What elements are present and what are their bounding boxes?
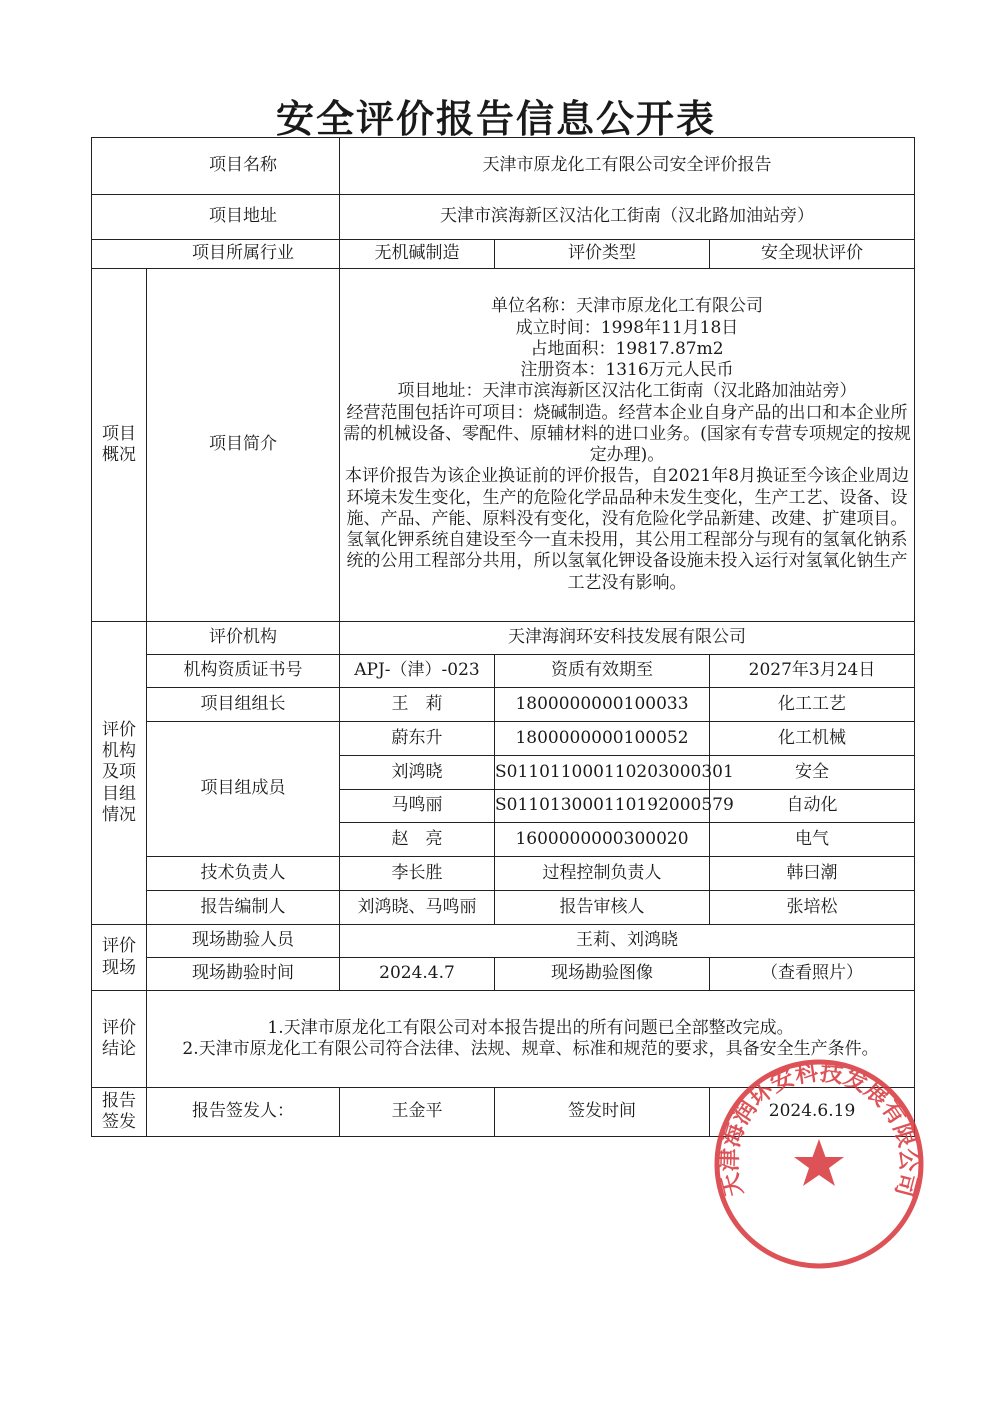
table-row <box>92 722 915 756</box>
site-people-label: 现场勘验人员 <box>147 925 340 958</box>
tech-lead-label: 技术负责人 <box>147 857 340 891</box>
agency-valid-value: 2027年3月24日 <box>710 655 915 688</box>
row-site-people <box>92 925 915 958</box>
row-report-author <box>92 891 915 925</box>
project-intro-label: 项目简介 <box>147 269 340 622</box>
page-title: 安全评价报告信息公开表 <box>275 97 716 141</box>
agency-org-label: 评价机构 <box>147 622 340 655</box>
site-image-label: 现场勘验图像 <box>495 958 710 991</box>
member-cert: 1800000000100052 <box>495 722 710 756</box>
process-lead-label: 过程控制负责人 <box>495 857 710 891</box>
tech-lead-value: 李长胜 <box>340 857 495 891</box>
conclusion-item: 1.天津市原龙化工有限公司对本报告提出的所有问题已全部整改完成。 <box>267 1017 794 1038</box>
intro-line: 注册资本：1316万元人民币 <box>520 360 734 380</box>
member-name: 赵 亮 <box>340 823 495 857</box>
member-field: 电气 <box>710 823 915 857</box>
intro-line: 占地面积：19817.87m2 <box>530 338 724 359</box>
member-cert: 1600000000300020 <box>495 823 710 857</box>
report-reviewer-label: 报告审核人 <box>495 891 710 925</box>
issue-signer-value: 王金平 <box>340 1088 495 1137</box>
agency-cert-label: 机构资质证书号 <box>147 655 340 688</box>
member-name: 马鸣丽 <box>340 790 495 823</box>
process-lead-value: 韩曰潮 <box>710 857 915 891</box>
project-overview-label: 项目概况 <box>92 269 147 622</box>
member-name: 刘鸿晓 <box>340 756 495 790</box>
project-address-label: 项目地址 <box>92 195 340 240</box>
site-section-label: 评价现场 <box>92 925 147 991</box>
row-project-name <box>92 138 915 195</box>
agency-cert-value: APJ-（津）-023 <box>340 655 495 688</box>
conclusion-item: 2.天津市原龙化工有限公司符合法律、法规、规章、标准和规范的要求，具备安全生产条件。 <box>182 1039 879 1059</box>
eval-type-value: 安全现状评价 <box>710 240 915 269</box>
report-author-label: 报告编制人 <box>147 891 340 925</box>
site-time-value: 2024.4.7 <box>340 958 495 991</box>
team-leader-cert: 1800000000100033 <box>495 688 710 722</box>
issue-time-label: 签发时间 <box>495 1088 710 1137</box>
member-name: 蔚东升 <box>340 722 495 756</box>
issue-signer-label: 报告签发人： <box>147 1088 340 1137</box>
intro-line: 单位名称：天津市原龙化工有限公司 <box>491 296 764 317</box>
report-reviewer-value: 张培松 <box>710 891 915 925</box>
row-team-leader <box>92 688 915 722</box>
member-field: 化工机械 <box>710 722 915 756</box>
seal-text: 天津海润环安科技发展有限公司 <box>716 1059 922 1200</box>
site-people-value: 王莉、刘鸿晓 <box>340 925 915 958</box>
report-author-value: 刘鸿晓、马鸣丽 <box>340 891 495 925</box>
eval-type-label: 评价类型 <box>495 240 710 269</box>
site-time-label: 现场勘验时间 <box>147 958 340 991</box>
intro-line: 成立时间：1998年11月18日 <box>515 317 739 338</box>
intro-paragraph: 经营范围包括许可项目：烧碱制造。经营本企业自身产品的出口和本企业所需的机械设备、零配件、原辅材料的进口业务。(国家有专营专项规定的按规定办理)。 <box>343 402 911 465</box>
row-agency-org <box>92 622 915 655</box>
member-field: 安全 <box>710 756 915 790</box>
agency-section-label: 评价机构及项目组情况 <box>92 622 147 925</box>
issue-label: 报告签发 <box>92 1088 147 1137</box>
official-seal <box>712 1057 926 1271</box>
row-agency-cert <box>92 655 915 688</box>
team-leader-label: 项目组组长 <box>147 688 340 722</box>
row-site-time <box>92 958 915 991</box>
info-table <box>91 137 915 1137</box>
row-project-overview <box>92 269 915 622</box>
project-name-value: 天津市原龙化工有限公司安全评价报告 <box>340 138 915 195</box>
intro-paragraph: 本评价报告为该企业换证前的评价报告，自2021年8月换证至今该企业周边环境未发生变化，生产的危险化学品品种未发生变化，生产工艺、设备、设施、产品、产能、原料没有变化，没有危险化学品新建、改建、扩建项目。氢氧化钾系统自建设至今一直未投用，其公用工程部分与现有的氢氧化钠系统的公用工程部分共用，所以氢氧化钾设备设施未投入运行对氢氧化钠生产工艺没有影响。 <box>344 466 910 593</box>
member-field: 自动化 <box>710 790 915 823</box>
team-members-label: 项目组成员 <box>147 722 340 857</box>
project-industry-label: 项目所属行业 <box>92 240 340 269</box>
team-leader-field: 化工工艺 <box>710 688 915 722</box>
conclusion-label: 评价结论 <box>92 991 147 1088</box>
row-project-industry <box>92 240 915 269</box>
team-leader-name: 王 莉 <box>340 688 495 722</box>
project-address-value: 天津市滨海新区汉沽化工街南（汉北路加油站旁） <box>340 195 915 240</box>
issue-time-value: 2024.6.19 <box>710 1088 915 1137</box>
site-image-link[interactable]: （查看照片） <box>710 958 915 991</box>
member-cert: S011013000110192000579 <box>495 790 710 823</box>
project-name-label: 项目名称 <box>92 138 340 195</box>
row-tech-lead <box>92 857 915 891</box>
project-industry-value: 无机碱制造 <box>340 240 495 269</box>
project-intro-text <box>340 269 915 622</box>
member-cert: S011011000110203000301 <box>495 756 710 790</box>
intro-line: 项目地址：天津市滨海新区汉沽化工街南（汉北路加油站旁） <box>397 381 857 402</box>
row-project-address <box>92 195 915 240</box>
seal-star-icon <box>794 1139 844 1186</box>
agency-valid-label: 资质有效期至 <box>495 655 710 688</box>
agency-org-value: 天津海润环安科技发展有限公司 <box>340 622 915 655</box>
